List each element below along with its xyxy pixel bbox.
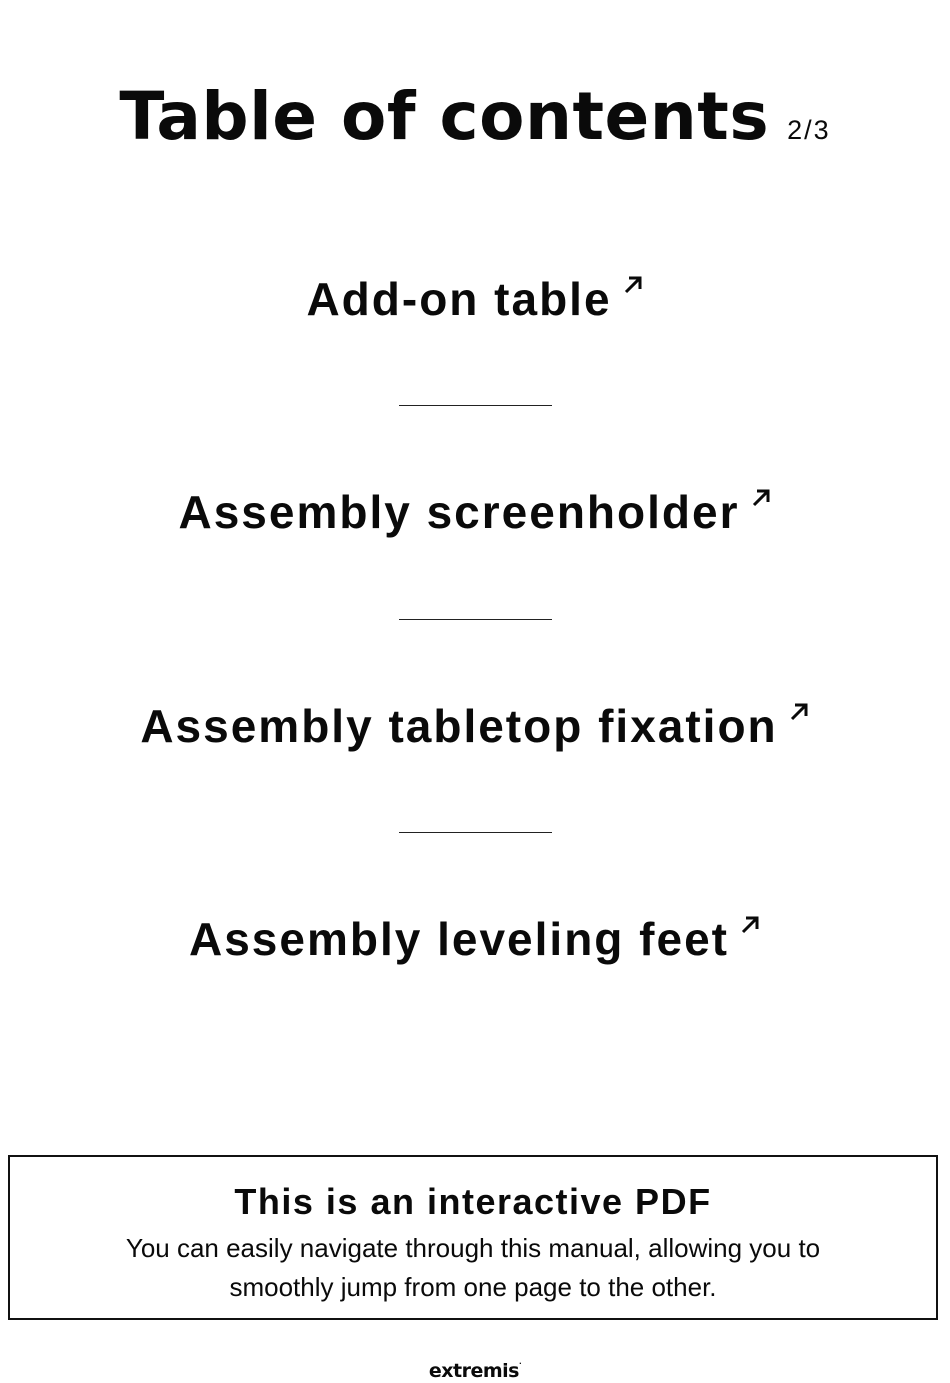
brand-logo bbox=[0, 1360, 950, 1382]
arrow-up-right-icon bbox=[622, 274, 644, 296]
toc-link-assembly-tabletop-fixation[interactable] bbox=[0, 699, 950, 753]
page-indicator: 2/3 bbox=[787, 115, 831, 145]
divider bbox=[399, 619, 552, 620]
brand-name: extremis bbox=[428, 1360, 519, 1382]
toc-link-label: Add-on table bbox=[306, 273, 612, 325]
toc-link-assembly-leveling-feet[interactable] bbox=[0, 912, 950, 966]
divider bbox=[399, 405, 552, 406]
toc-link-label: Assembly tabletop fixation bbox=[140, 700, 778, 752]
interactive-pdf-notice bbox=[8, 1155, 938, 1320]
trademark-symbol: · bbox=[518, 1360, 522, 1368]
toc-link-label: Assembly leveling feet bbox=[189, 913, 729, 965]
notice-body: You can easily navigate through this manual, allowing you to smoothly jump from one page to the other. bbox=[125, 1233, 821, 1302]
page-title bbox=[0, 78, 950, 155]
arrow-up-right-icon bbox=[739, 914, 761, 936]
toc-link-label: Assembly screenholder bbox=[178, 486, 740, 538]
toc-link-assembly-screenholder[interactable] bbox=[0, 485, 950, 539]
divider bbox=[399, 832, 552, 833]
toc-link-add-on-table[interactable] bbox=[0, 272, 950, 326]
page-title-text: Table of contents bbox=[119, 78, 770, 155]
arrow-up-right-icon bbox=[750, 487, 772, 509]
notice-title: This is an interactive PDF bbox=[234, 1181, 712, 1222]
arrow-up-right-icon bbox=[788, 701, 810, 723]
